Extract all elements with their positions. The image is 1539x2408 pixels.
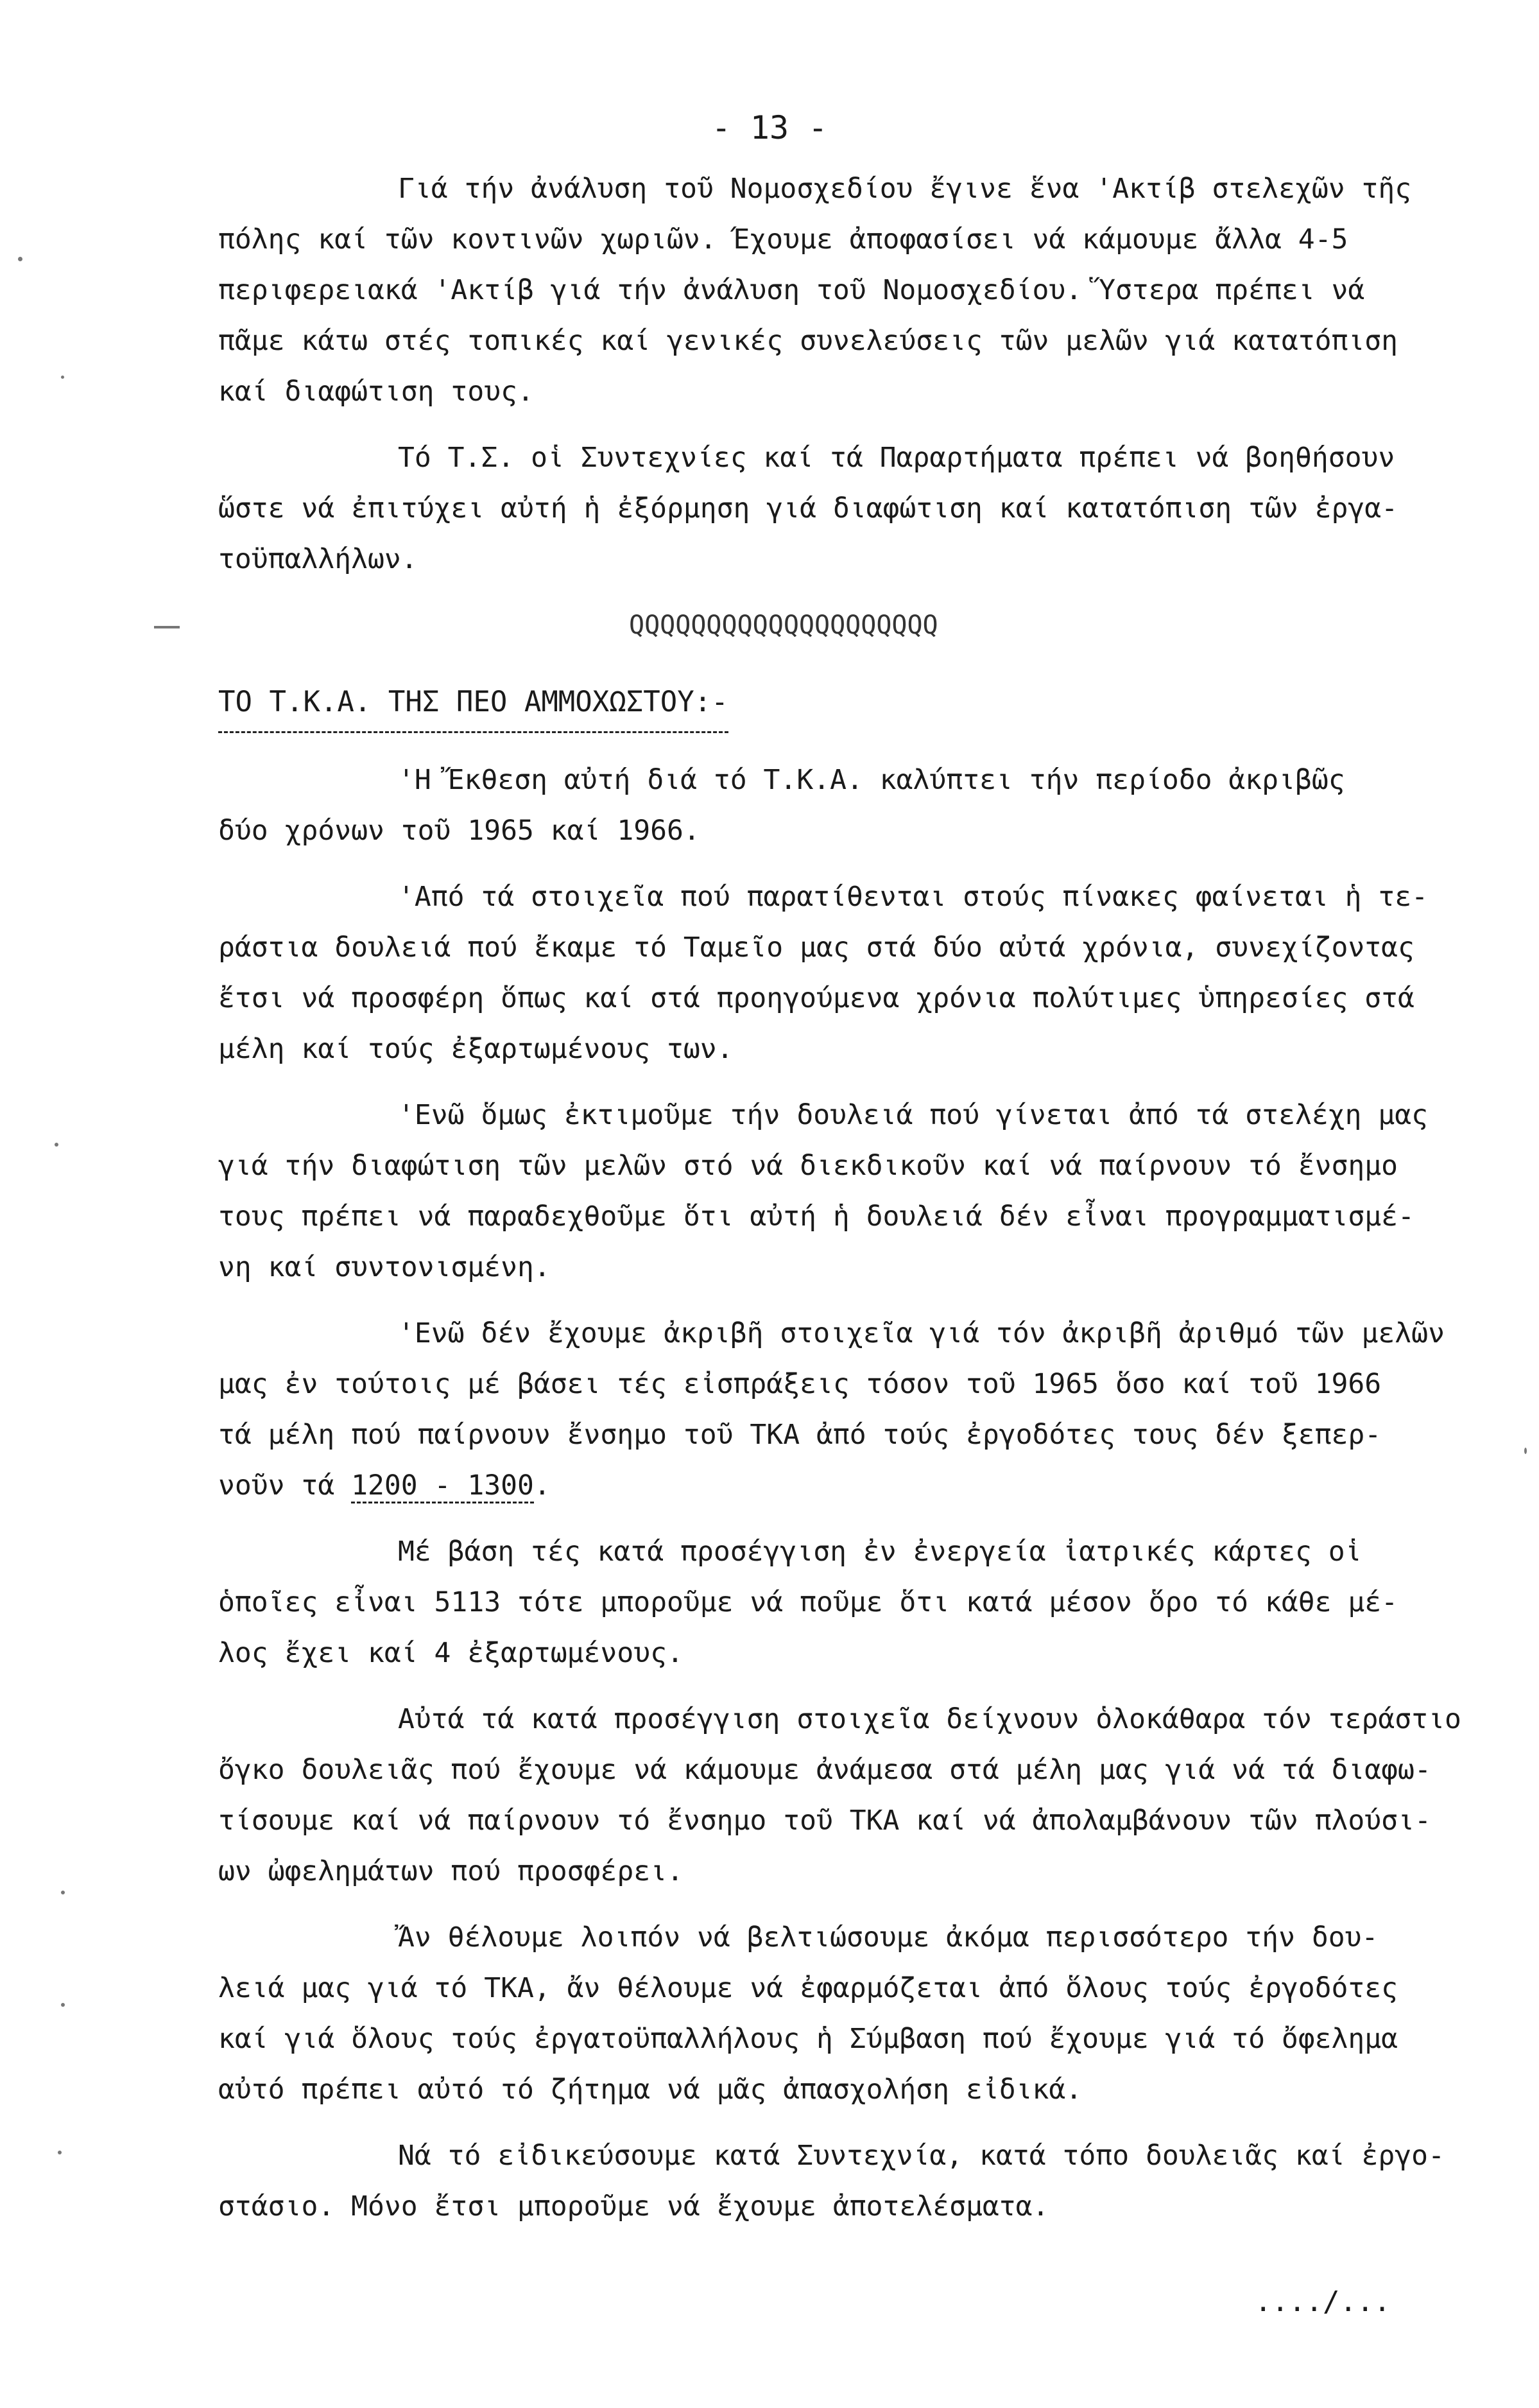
text-line: τους πρέπει νά παραδεχθοῦμε ὅτι αὐτή ἡ δουλειά δέν εἶναι προγραμματισμέ-: [218, 1200, 1414, 1233]
text-line: 'Ενῶ δέν ἔχουμε ἀκριβῆ στοιχεῖα γιά τόν ἀκριβῆ ἀριθμό τῶν μελῶν: [398, 1317, 1445, 1349]
paragraph: [218, 755, 1470, 856]
text-line: Ἄν θέλουμε λοιπόν νά βελτιώσουμε ἀκόμα περισσότερο τήν δου-: [398, 1921, 1379, 1953]
text-fragment: .: [533, 1469, 551, 1502]
scan-speck: [58, 2151, 62, 2154]
text-line: νη καί συντονισμένη.: [218, 1251, 551, 1283]
scan-speck: [61, 1891, 65, 1894]
text-line: 'Από τά στοιχεῖα πού παρατίθενται στούς πίνακες φαίνεται ἡ τε-: [398, 881, 1429, 913]
text-line: καί διαφώτιση τους.: [218, 376, 534, 408]
page-number: - 13 -: [711, 109, 828, 146]
continuation-marker: ..../...: [1255, 2285, 1391, 2318]
text-line: τοϋπαλλήλων.: [218, 543, 418, 575]
text-line: περιφερειακά 'Ακτίβ γιά τήν ἀνάλυση τοῦ Νομοσχεδίου. Ὕστερα πρέπει νά: [218, 274, 1365, 306]
text-line: ἔτσι νά προσφέρη ὅπως καί στά προηγούμενα χρόνια πολύτιμες ὑπηρεσίες στά: [218, 982, 1414, 1014]
text-line: 'Ενῶ ὅμως ἐκτιμοῦμε τήν δουλειά πού γίνεται ἀπό τά στελέχη μας: [398, 1099, 1429, 1131]
text-line: γιά τήν διαφώτιση τῶν μελῶν στό νά διεκδικοῦν καί νά παίρνουν τό ἔνσημο: [218, 1150, 1398, 1182]
paragraph: [218, 1694, 1470, 1897]
text-line: μέλη καί τούς ἐξαρτωμένους των.: [218, 1033, 734, 1065]
paragraph: [218, 2131, 1470, 2232]
text-line: Μέ βάση τές κατά προσέγγιση ἐν ἐνεργεία ἰατρικές κάρτες οἱ: [398, 1536, 1362, 1568]
text-line: ὄγκο δουλειᾶς πού ἔχουμε νά κάμουμε ἀνάμεσα στά μέλη μας γιά νά τά διαφω-: [218, 1754, 1431, 1786]
text-line: πᾶμε κάτω στές τοπικές καί γενικές συνελεύσεις τῶν μελῶν γιά κατατόπιση: [218, 325, 1398, 357]
text-line: ὁποῖες εἶναι 5113 τότε μποροῦμε νά ποῦμε ὅτι κατά μέσον ὅρο τό κάθε μέ-: [218, 1586, 1398, 1618]
body-text: [218, 164, 1470, 2248]
scan-speck: [61, 2003, 65, 2007]
paragraph: [218, 1912, 1470, 2115]
text-line: μας ἐν τούτοις μέ βάσει τές εἰσπράξεις τόσον τοῦ 1965 ὅσο καί τοῦ 1966: [218, 1368, 1382, 1400]
text-line: αὐτό πρέπει αὐτό τό ζήτημα νά μᾶς ἀπασχολήση εἰδικά.: [218, 2074, 1083, 2106]
text-line: τά μέλη πού παίρνουν ἔνσημο τοῦ ΤΚΑ ἀπό τούς ἐργοδότες τους δέν ξεπερ-: [218, 1419, 1382, 1451]
members-range-underlined: 1200 - 1300: [351, 1469, 534, 1503]
text-line: τίσουμε καί νά παίρνουν τό ἔνσημο τοῦ ΤΚΑ καί νά ἀπολαμβάνουν τῶν πλούσι-: [218, 1805, 1431, 1837]
text-line: δύο χρόνων τοῦ 1965 καί 1966.: [218, 815, 700, 847]
separator-line: QQQQQQQQQQQQQQQQQQQQ: [629, 611, 938, 640]
paragraph: [218, 433, 1470, 585]
scan-speck: [1524, 1448, 1527, 1454]
text-line: πόλης καί τῶν κοντινῶν χωριῶν. Έχουμε ἀποφασίσει νά κάμουμε ἄλλα 4-5: [218, 223, 1348, 256]
text-line: ὥστε νά ἐπιτύχει αὐτή ἡ ἐξόρμηση γιά διαφώτιση καί κατατόπιση τῶν ἐργα-: [218, 492, 1398, 524]
scan-speck: [154, 626, 180, 628]
paragraph: [218, 1527, 1470, 1679]
text-line: 'Η Ἔκθεση αὐτή διά τό Τ.Κ.Α. καλύπτει τήν περίοδο ἀκριβῶς: [398, 764, 1345, 796]
paragraph: [218, 1308, 1470, 1511]
paragraph: [218, 164, 1470, 417]
text-line: Γιά τήν ἀνάλυση τοῦ Νομοσχεδίου ἔγινε ἕνα 'Ακτίβ στελεχῶν τῆς: [398, 173, 1412, 205]
text-line: ων ὠφελημάτων πού προσφέρει.: [218, 1855, 684, 1887]
text-line: στάσιο. Μόνο ἔτσι μποροῦμε νά ἔχουμε ἀποτελέσματα.: [218, 2190, 1049, 2222]
text-line: Τό Τ.Σ. οἱ Συντεχνίες καί τά Παραρτήματα πρέπει νά βοηθήσουν: [398, 442, 1395, 474]
scan-speck: [55, 1143, 58, 1147]
text-line-members-range: [218, 1460, 1470, 1511]
text-fragment: νοῦν τά: [218, 1469, 352, 1502]
text-line: λος ἔχει καί 4 ἐξαρτωμένους.: [218, 1637, 684, 1669]
section-heading-wrap: [218, 677, 1470, 755]
text-line: ράστια δουλειά πού ἔκαμε τό Ταμεῖο μας στά δύο αὐτά χρόνια, συνεχίζοντας: [218, 931, 1414, 964]
text-line: λειά μας γιά τό ΤΚΑ, ἄν θέλουμε νά ἐφαρμόζεται ἀπό ὅλους τούς ἐργοδότες: [218, 1972, 1398, 2004]
text-line: Αὐτά τά κατά προσέγγιση στοιχεῖα δείχνουν ὁλοκάθαρα τόν τεράστιο: [398, 1703, 1461, 1735]
paragraph: [218, 872, 1470, 1075]
text-line: καί γιά ὅλους τούς ἐργατοϋπαλλήλους ἡ Σύμβαση πού ἔχουμε γιά τό ὄφελημα: [218, 2023, 1398, 2055]
scan-speck: [18, 257, 22, 261]
scan-speck: [61, 376, 64, 379]
section-heading: ΤΟ Τ.Κ.Α. ΤΗΣ ΠΕΟ ΑΜΜΟΧΩΣΤΟΥ:-: [218, 677, 728, 733]
text-line: Νά τό εἰδικεύσουμε κατά Συντεχνία, κατά τόπο δουλειᾶς καί ἐργο-: [398, 2140, 1445, 2172]
paragraph: [218, 1090, 1470, 1293]
